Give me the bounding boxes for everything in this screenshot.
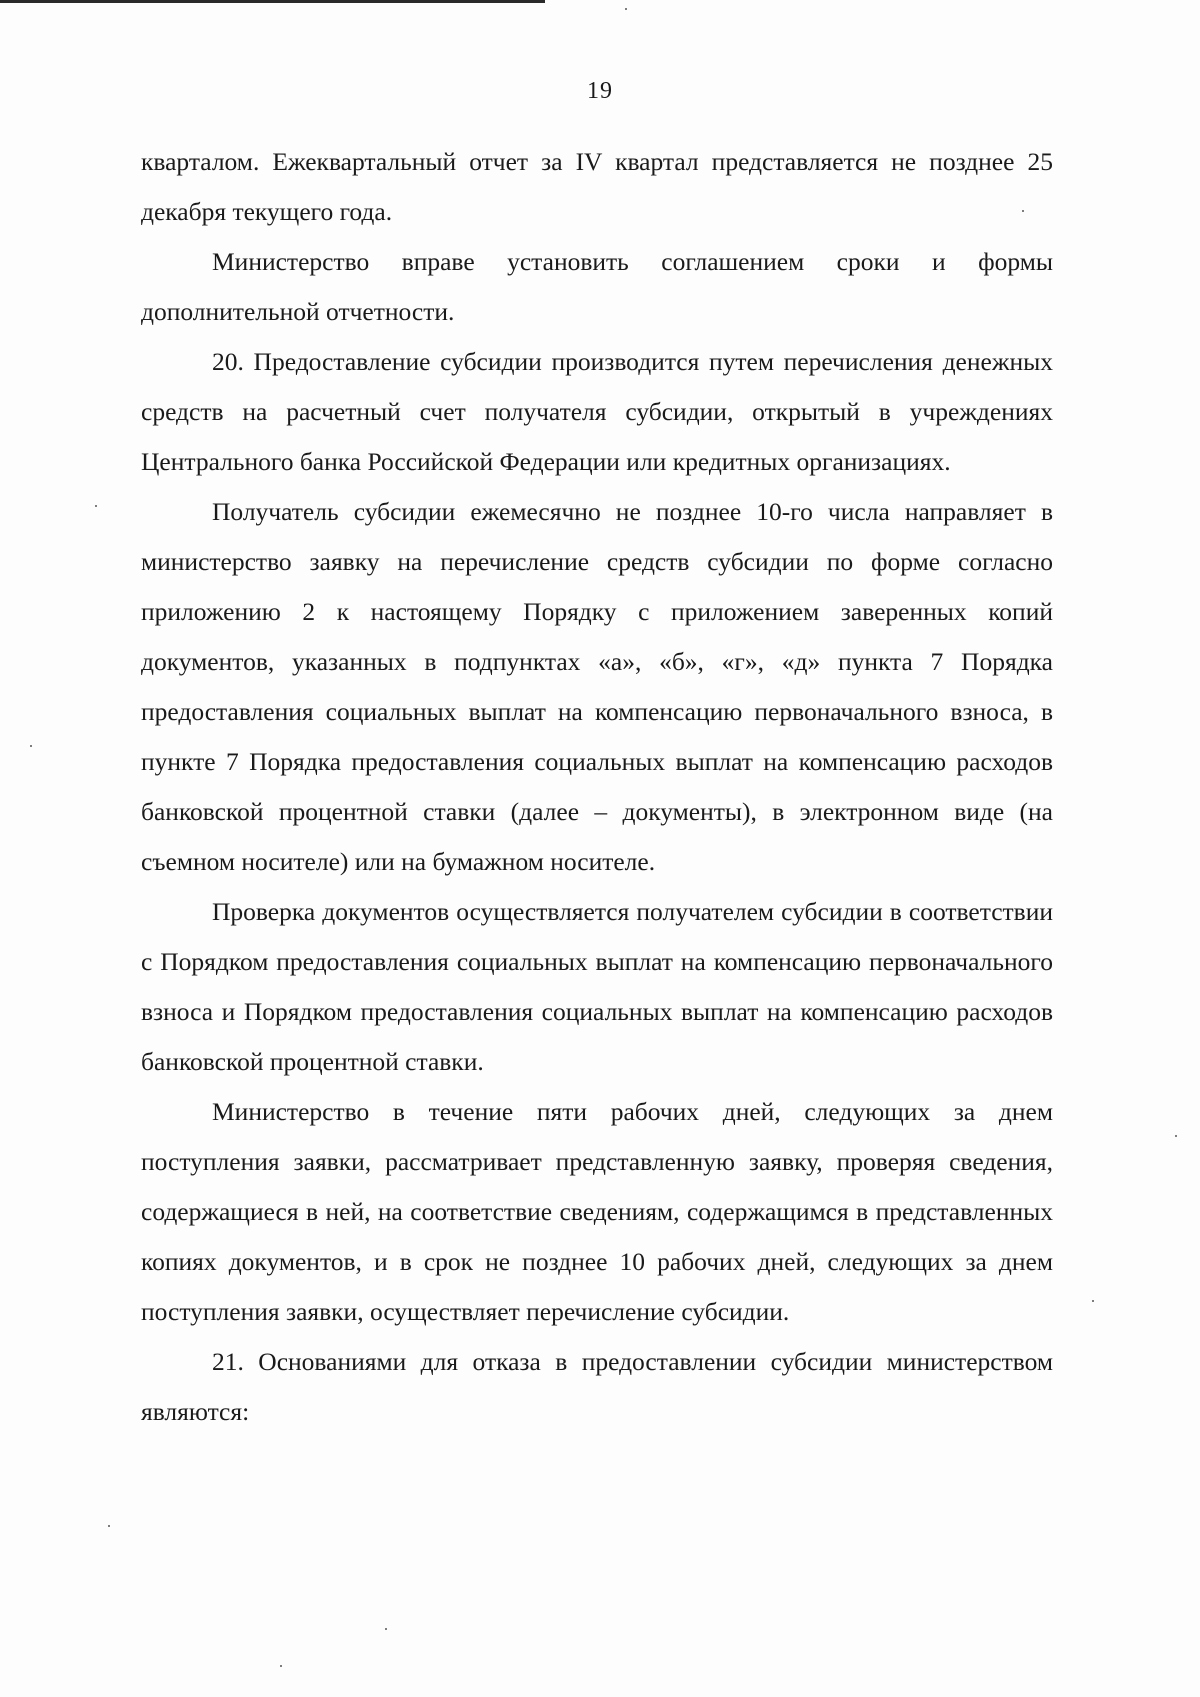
paragraph-continuation: кварталом. Ежеквартальный отчет за IV квартал представляется не позднее 25 декабря текущего года. — [141, 147, 1053, 226]
scan-speck — [625, 8, 627, 10]
scan-speck — [1092, 1300, 1094, 1302]
paragraph: Министерство в течение пяти рабочих дней, следующих за днем поступления заявки, рассматривает представленную заявку, проверяя сведения, содержащиеся в ней, на соответствие сведениям, содержащимся в представленных копиях документов, и в срок не позднее 10 рабочих дней, следующих за днем поступления заявки, осуществляет перечисление субсидии. — [141, 1097, 1053, 1326]
scan-speck — [1022, 210, 1024, 212]
scan-speck — [280, 1665, 282, 1667]
scan-speck — [385, 1628, 387, 1630]
paragraph: Министерство вправе установить соглашением сроки и формы дополнительной отчетности. — [141, 247, 1053, 326]
paragraph: Получатель субсидии ежемесячно не позднее 10-го числа направляет в министерство заявку на перечисление средств субсидии по форме согласно приложению 2 к настоящему Порядку с приложением заверенных копий документов, указанных в подпунктах «а», «б», «г», «д» пункта 7 Порядка предоставления социальных выплат на компенсацию первоначального взноса, в пункте 7 Порядка предоставления социальных выплат на компенсацию расходов банковской процентной ставки (далее – документы), в электронном виде (на съемном носителе) или на бумажном носителе. — [141, 497, 1053, 876]
scan-speck — [1175, 1135, 1177, 1137]
document-body — [141, 137, 1053, 1437]
scan-speck — [30, 745, 32, 747]
paragraph-item-21: 21. Основаниями для отказа в предоставлении субсидии министерством являются: — [141, 1347, 1053, 1426]
top-edge-line — [0, 0, 545, 3]
scan-speck — [108, 1525, 110, 1527]
scan-speck — [95, 505, 97, 507]
page-number: 19 — [587, 78, 613, 104]
paragraph-item-20: 20. Предоставление субсидии производится путем перечисления денежных средств на расчетный счет получателя субсидии, открытый в учреждениях Центрального банка Российской Федерации или кредитных организациях. — [141, 347, 1053, 476]
paragraph: Проверка документов осуществляется получателем субсидии в соответствии с Порядком предоставления социальных выплат на компенсацию первоначального взноса и Порядком предоставления социальных выплат на компенсацию расходов банковской процентной ставки. — [141, 897, 1053, 1076]
